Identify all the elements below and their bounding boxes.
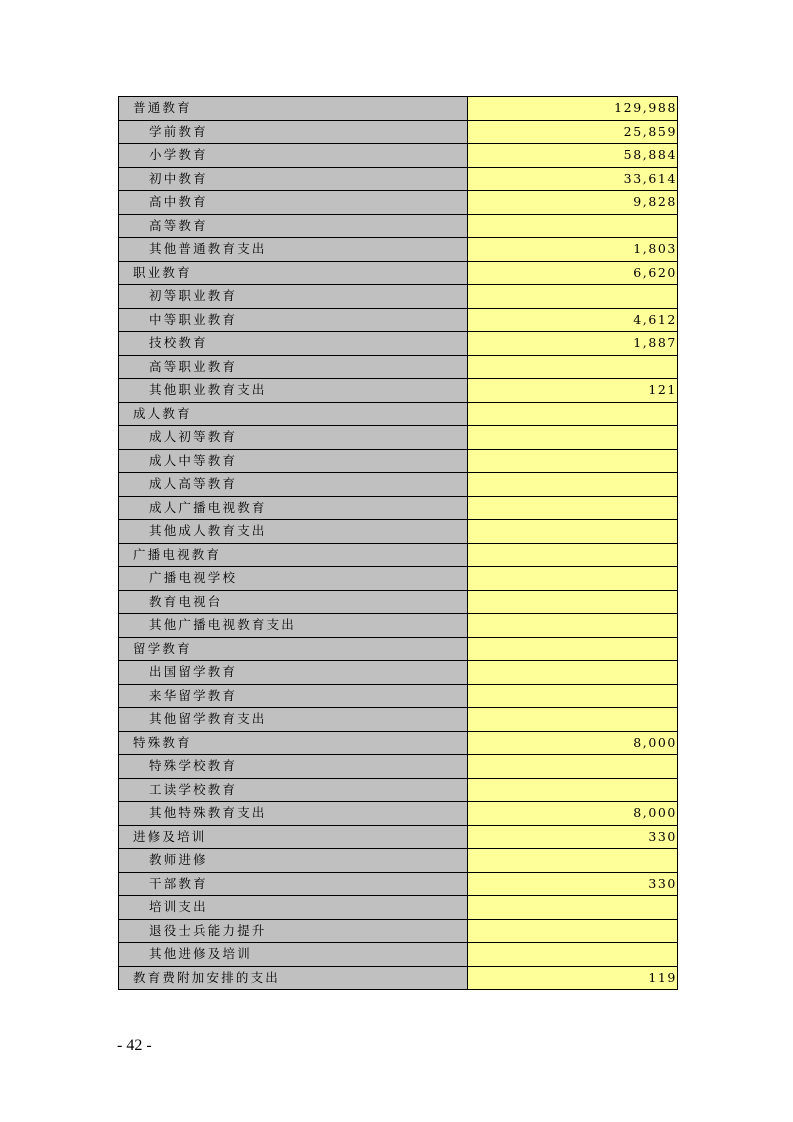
row-label: 高等教育 — [119, 215, 468, 238]
row-value — [468, 426, 678, 449]
row-value — [468, 450, 678, 473]
row-value: 4,612 — [468, 309, 678, 332]
row-value: 6,620 — [468, 262, 678, 285]
table-row — [119, 309, 678, 333]
row-label: 特殊教育 — [119, 732, 468, 755]
row-value — [468, 755, 678, 778]
page-number: - 42 - — [117, 1037, 152, 1054]
table-row — [119, 638, 678, 662]
row-value: 121 — [468, 379, 678, 402]
row-value — [468, 285, 678, 308]
row-value — [468, 920, 678, 943]
table-row — [119, 591, 678, 615]
row-label: 其他广播电视教育支出 — [119, 614, 468, 637]
table-row — [119, 614, 678, 638]
table-row — [119, 920, 678, 944]
row-value: 330 — [468, 873, 678, 896]
row-value: 330 — [468, 826, 678, 849]
row-value — [468, 497, 678, 520]
row-value: 129,988 — [468, 97, 678, 120]
table-row — [119, 896, 678, 920]
table-row — [119, 520, 678, 544]
row-value — [468, 473, 678, 496]
row-label: 学前教育 — [119, 121, 468, 144]
row-label: 留学教育 — [119, 638, 468, 661]
row-value — [468, 544, 678, 567]
table-row — [119, 779, 678, 803]
row-value — [468, 896, 678, 919]
row-label: 工读学校教育 — [119, 779, 468, 802]
table-row — [119, 732, 678, 756]
table-row — [119, 473, 678, 497]
row-value — [468, 708, 678, 731]
row-label: 成人高等教育 — [119, 473, 468, 496]
row-label: 初等职业教育 — [119, 285, 468, 308]
row-label: 干部教育 — [119, 873, 468, 896]
table-row — [119, 802, 678, 826]
table-row — [119, 826, 678, 850]
row-label: 其他进修及培训 — [119, 943, 468, 966]
table-row — [119, 755, 678, 779]
table-row — [119, 873, 678, 897]
table-row — [119, 121, 678, 145]
row-label: 其他普通教育支出 — [119, 238, 468, 261]
table-row — [119, 356, 678, 380]
table-row — [119, 144, 678, 168]
row-label: 广播电视学校 — [119, 567, 468, 590]
table-row — [119, 191, 678, 215]
row-value — [468, 849, 678, 872]
table-row — [119, 943, 678, 967]
row-label: 教育电视台 — [119, 591, 468, 614]
row-value — [468, 520, 678, 543]
table-row — [119, 262, 678, 286]
row-label: 成人广播电视教育 — [119, 497, 468, 520]
row-label: 小学教育 — [119, 144, 468, 167]
row-label: 特殊学校教育 — [119, 755, 468, 778]
row-value: 58,884 — [468, 144, 678, 167]
row-label: 出国留学教育 — [119, 661, 468, 684]
row-value: 119 — [468, 967, 678, 990]
table-row — [119, 685, 678, 709]
row-value — [468, 567, 678, 590]
table-row — [119, 967, 678, 991]
row-label: 技校教育 — [119, 332, 468, 355]
row-value — [468, 661, 678, 684]
row-label: 教育费附加安排的支出 — [119, 967, 468, 990]
row-label: 初中教育 — [119, 168, 468, 191]
table-row — [119, 403, 678, 427]
row-label: 进修及培训 — [119, 826, 468, 849]
table-row — [119, 661, 678, 685]
row-value — [468, 638, 678, 661]
row-label: 普通教育 — [119, 97, 468, 120]
row-label: 高中教育 — [119, 191, 468, 214]
table-row — [119, 238, 678, 262]
table-row — [119, 215, 678, 239]
table-row — [119, 567, 678, 591]
row-value — [468, 685, 678, 708]
row-label: 培训支出 — [119, 896, 468, 919]
row-label: 其他成人教育支出 — [119, 520, 468, 543]
row-value: 9,828 — [468, 191, 678, 214]
row-label: 高等职业教育 — [119, 356, 468, 379]
table-row — [119, 97, 678, 121]
row-value — [468, 215, 678, 238]
table-row — [119, 450, 678, 474]
table-row — [119, 379, 678, 403]
row-label: 成人教育 — [119, 403, 468, 426]
row-value: 8,000 — [468, 802, 678, 825]
row-value: 8,000 — [468, 732, 678, 755]
expenditure-table — [118, 96, 678, 990]
row-value: 33,614 — [468, 168, 678, 191]
row-label: 广播电视教育 — [119, 544, 468, 567]
row-label: 成人中等教育 — [119, 450, 468, 473]
row-value: 1,887 — [468, 332, 678, 355]
table-row — [119, 849, 678, 873]
row-label: 来华留学教育 — [119, 685, 468, 708]
row-label: 其他特殊教育支出 — [119, 802, 468, 825]
row-value — [468, 614, 678, 637]
row-value: 1,803 — [468, 238, 678, 261]
table-row — [119, 332, 678, 356]
row-label: 教师进修 — [119, 849, 468, 872]
row-value — [468, 356, 678, 379]
table-row — [119, 168, 678, 192]
table-row — [119, 544, 678, 568]
row-value — [468, 943, 678, 966]
row-label: 职业教育 — [119, 262, 468, 285]
row-label: 退役士兵能力提升 — [119, 920, 468, 943]
table-row — [119, 708, 678, 732]
row-label: 其他职业教育支出 — [119, 379, 468, 402]
table-row — [119, 497, 678, 521]
table-row — [119, 285, 678, 309]
row-value — [468, 779, 678, 802]
table-row — [119, 426, 678, 450]
row-value — [468, 591, 678, 614]
row-label: 中等职业教育 — [119, 309, 468, 332]
row-label: 其他留学教育支出 — [119, 708, 468, 731]
row-value — [468, 403, 678, 426]
row-label: 成人初等教育 — [119, 426, 468, 449]
row-value: 25,859 — [468, 121, 678, 144]
